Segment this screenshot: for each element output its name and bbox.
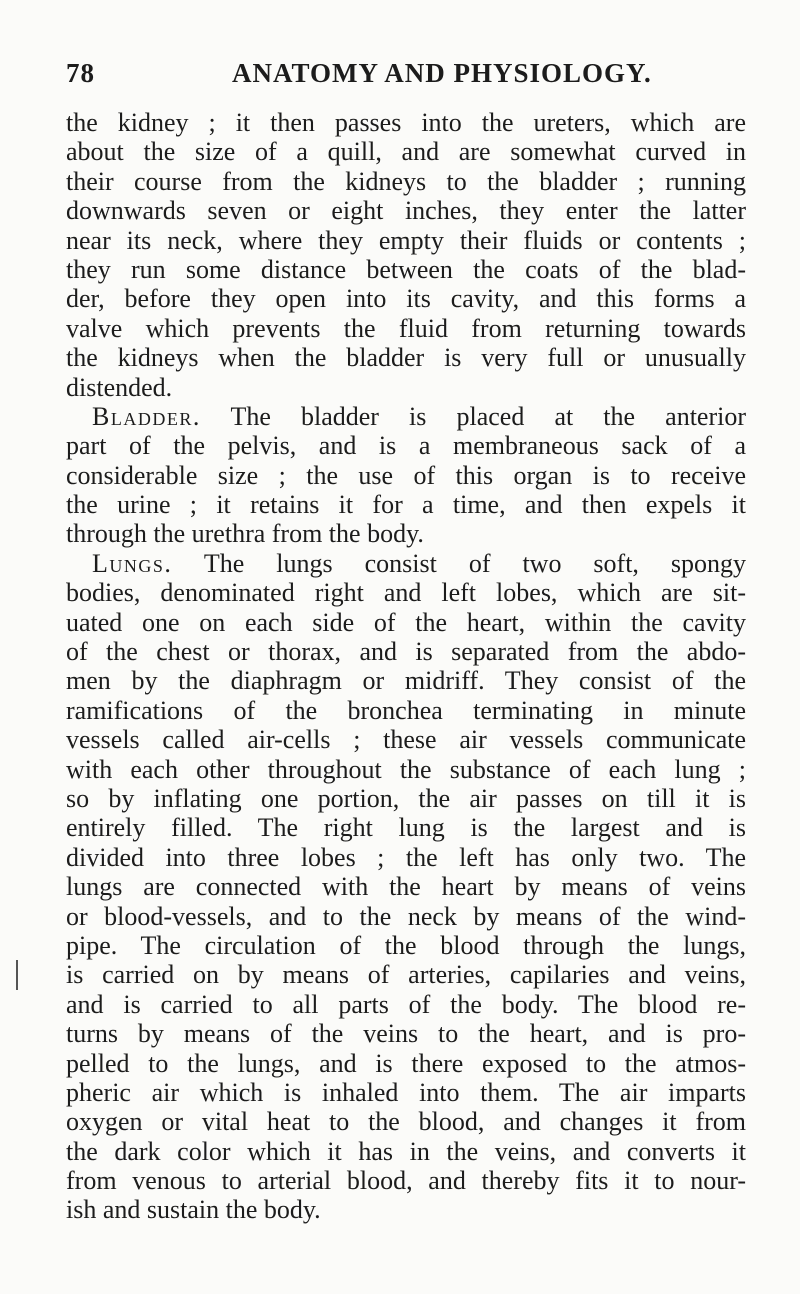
- bladder-heading: Bladder.: [92, 401, 201, 431]
- text-line: der, before they open into its cavity, and this forms a: [66, 284, 746, 314]
- text-line: about the size of a quill, and are somewhat curved in: [66, 137, 746, 167]
- text-line: of the chest or thorax, and is separated from the abdo-: [66, 637, 746, 667]
- text-line: the kidneys when the bladder is very full or unusually: [66, 343, 746, 373]
- text-line: oxygen or vital heat to the blood, and changes it from: [66, 1107, 746, 1137]
- running-head: [66, 58, 746, 92]
- text-line: lungs are connected with the heart by means of veins: [66, 872, 746, 902]
- text-line: through the urethra from the body.: [66, 519, 424, 549]
- text-line: pheric air which is inhaled into them. The air imparts: [66, 1077, 746, 1107]
- text-line: vessels called air-cells ; these air vessels communicate: [66, 725, 746, 755]
- text-line: divided into three lobes ; the left has only two. The: [66, 842, 746, 872]
- text-line: ish and sustain the body.: [66, 1195, 321, 1225]
- page-number: 78: [66, 58, 95, 88]
- text-line: valve which prevents the fluid from returning towards: [66, 313, 746, 343]
- text-line: considerable size ; the use of this organ is to receive: [66, 460, 746, 490]
- text-line: downwards seven or eight inches, they enter the latter: [66, 196, 746, 226]
- text-line: their course from the kidneys to the bladder ; running: [66, 166, 746, 196]
- text-line: so by inflating one portion, the air passes on till it is: [66, 783, 746, 813]
- body-text: [66, 108, 746, 1225]
- text-line: pelled to the lungs, and is there exposed to the atmos-: [66, 1048, 746, 1078]
- text-line: entirely filled. The right lung is the largest and is: [66, 813, 746, 843]
- bladder-paragraph-start: [66, 402, 746, 431]
- text-line: turns by means of the veins to the heart, and is pro-: [66, 1019, 746, 1049]
- lungs-paragraph-start: [66, 549, 746, 578]
- text-line: ramifications of the bronchea terminating in minute: [66, 695, 746, 725]
- text-line: the kidney ; it then passes into the ureters, which are: [66, 108, 746, 137]
- text-line: they run some distance between the coats of the blad-: [66, 254, 746, 284]
- text-line: part of the pelvis, and is a membraneous sack of a: [66, 431, 746, 461]
- text-line: is carried on by means of arteries, capilaries and veins,: [66, 960, 746, 990]
- text-line: the dark color which it has in the veins, and converts it: [66, 1136, 746, 1166]
- text-line: or blood-vessels, and to the neck by means of the wind-: [66, 901, 746, 931]
- margin-mark: [16, 960, 18, 990]
- text-line: with each other throughout the substance of each lung ;: [66, 754, 746, 784]
- text-run: The lungs consist of two soft, spongy: [203, 548, 747, 578]
- text-line: near its neck, where they empty their fluids or contents ;: [66, 225, 746, 255]
- text-line: men by the diaphragm or midriff. They consist of the: [66, 666, 746, 696]
- text-line: and is carried to all parts of the body. The blood re-: [66, 989, 746, 1019]
- text-line: the urine ; it retains it for a time, and then expels it: [66, 490, 746, 520]
- text-line: pipe. The circulation of the blood through the lungs,: [66, 930, 746, 960]
- text-run: The bladder is placed at the anterior: [230, 401, 747, 431]
- text-line: from venous to arterial blood, and thereby fits it to nour-: [66, 1166, 746, 1196]
- running-title: ANATOMY AND PHYSIOLOGY.: [232, 58, 652, 88]
- text-line: bodies, denominated right and left lobes, which are sit-: [66, 578, 746, 608]
- text-line: uated one on each side of the heart, within the cavity: [66, 607, 746, 637]
- lungs-heading: Lungs.: [92, 548, 173, 578]
- text-line: distended.: [66, 372, 173, 402]
